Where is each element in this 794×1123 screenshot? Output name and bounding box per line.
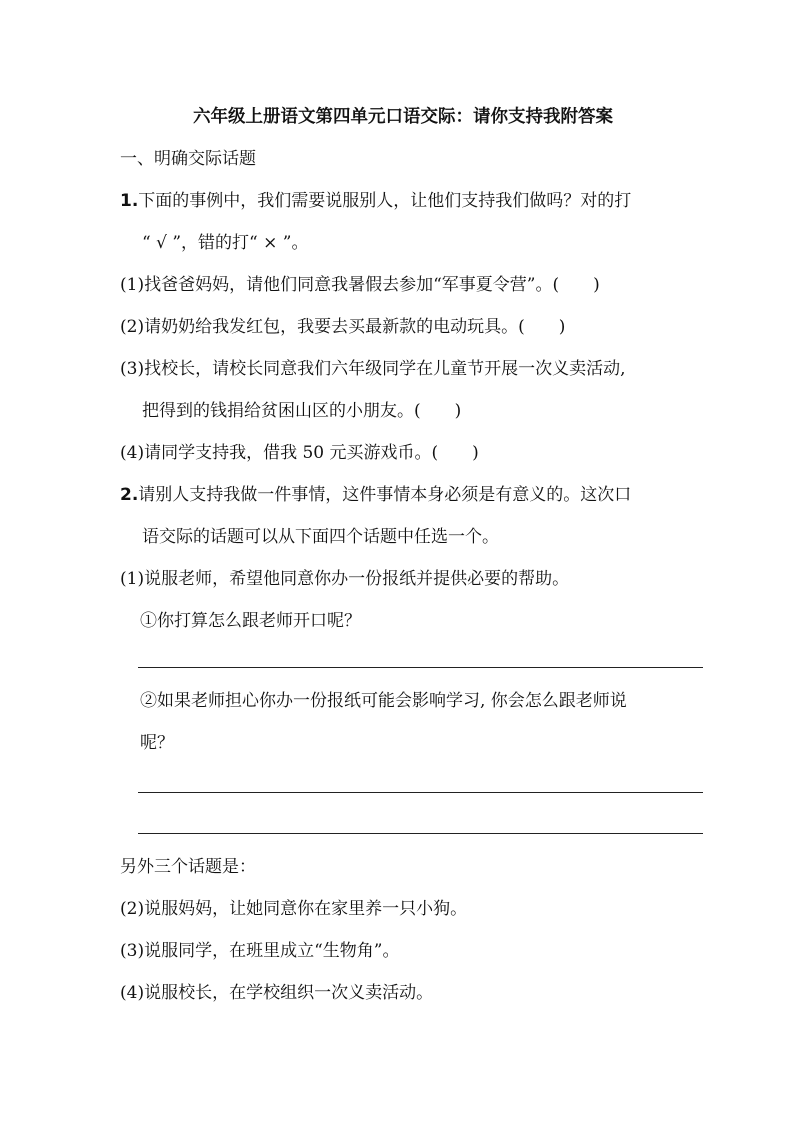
answer-line[interactable] bbox=[138, 792, 703, 793]
topic-item: (2)说服妈妈，让她同意你在家里养一只小狗。 bbox=[120, 899, 468, 919]
list-item-continued: 把得到的钱捐给贫困山区的小朋友。( ) bbox=[142, 401, 462, 421]
list-item: (4)请同学支持我，借我 50 元买游戏币。( ) bbox=[120, 443, 479, 463]
list-item: (1)找爸爸妈妈，请他们同意我暑假去参加“军事夏令营”。( ) bbox=[120, 275, 600, 295]
sub-question: ①你打算怎么跟老师开口呢？ bbox=[140, 611, 361, 631]
question-2 bbox=[120, 483, 631, 507]
list-item: (3)找校长，请校长同意我们六年级同学在儿童节开展一次义卖活动, bbox=[120, 359, 626, 379]
answer-line[interactable] bbox=[138, 833, 703, 834]
topic-item: (1)说服老师，希望他同意你办一份报纸并提供必要的帮助。 bbox=[120, 569, 570, 589]
topic-item: (4)说服校长，在学校组织一次义卖活动。 bbox=[120, 983, 434, 1003]
question-text: 下面的事例中，我们需要说服别人，让他们支持我们做吗？对的打 bbox=[138, 191, 632, 211]
list-item: (2)请奶奶给我发红包，我要去买最新款的电动玩具。( ) bbox=[120, 317, 566, 337]
section-heading: 一、明确交际话题 bbox=[120, 149, 256, 169]
sub-question-continued: 呢？ bbox=[140, 733, 174, 753]
question-number: 1. bbox=[120, 191, 139, 211]
question-1-continued: “ √ ”，错的打“ × ”。 bbox=[142, 233, 309, 253]
question-2-continued: 语交际的话题可以从下面四个话题中任选一个。 bbox=[142, 527, 499, 547]
sub-question: ②如果老师担心你办一份报纸可能会影响学习, 你会怎么跟老师说 bbox=[140, 691, 627, 711]
question-text: 请别人支持我做一件事情，这件事情本身必须是有意义的。这次口 bbox=[138, 485, 632, 505]
page-title: 六年级上册语文第四单元口语交际：请你支持我附答案 bbox=[193, 107, 613, 127]
question-1 bbox=[120, 189, 631, 213]
topic-item: (3)说服同学，在班里成立“生物角”。 bbox=[120, 941, 400, 961]
question-number: 2. bbox=[120, 485, 139, 505]
section-heading: 另外三个话题是： bbox=[120, 857, 256, 877]
answer-line[interactable] bbox=[138, 667, 703, 668]
